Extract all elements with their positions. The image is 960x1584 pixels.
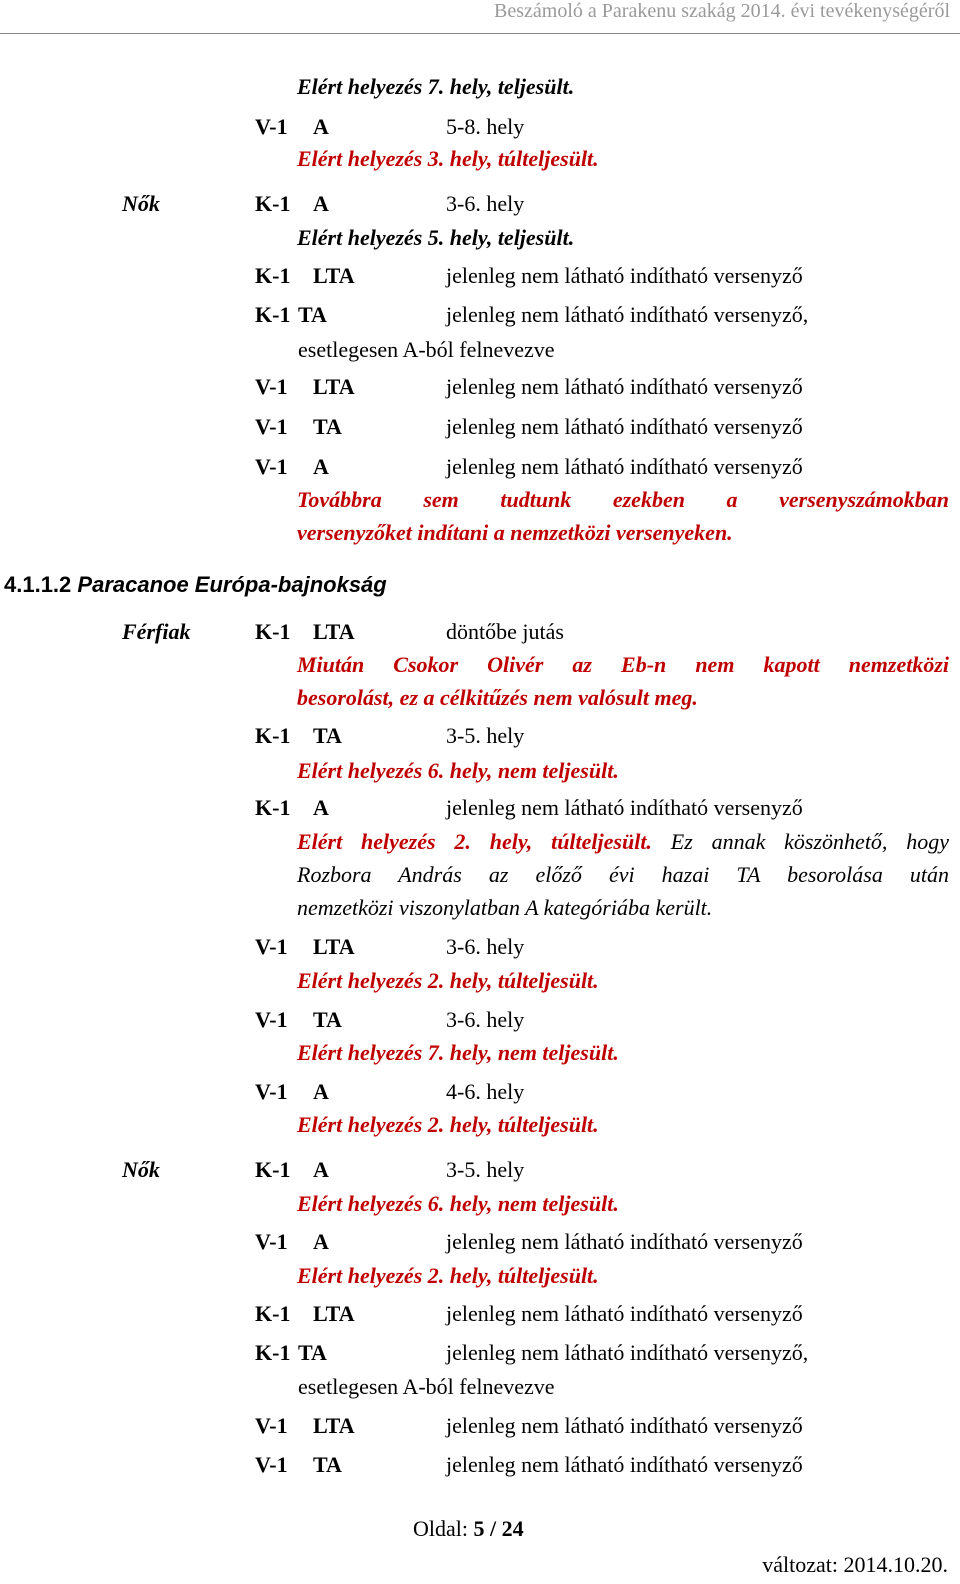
- event-code: K-1: [255, 263, 291, 288]
- event-code: K-1: [255, 1157, 291, 1182]
- event-class: TA: [313, 1452, 342, 1477]
- event-code: V-1: [255, 1452, 288, 1477]
- event-code: V-1: [255, 114, 288, 139]
- event-target: 3-5. hely: [446, 723, 525, 748]
- event-target-continued: esetlegesen A-ból felnevezve: [298, 337, 555, 362]
- version-label: változat: 2014.10.20.: [762, 1552, 948, 1577]
- event-code: V-1: [255, 414, 288, 439]
- event-target: 3-6. hely: [446, 1007, 525, 1032]
- gender-label-women: Nők: [122, 191, 160, 216]
- event-target: 3-6. hely: [446, 191, 525, 216]
- event-target: jelenleg nem látható indítható versenyző: [446, 1301, 803, 1326]
- event-code: K-1: [255, 795, 291, 820]
- event-target: jelenleg nem látható indítható versenyző: [446, 1452, 803, 1477]
- event-class: TA: [313, 414, 342, 439]
- result-line: Elért helyezés 2. hely, túlteljesült.: [297, 1112, 599, 1137]
- event-class: LTA: [313, 619, 355, 644]
- event-target: 3-6. hely: [446, 934, 525, 959]
- note-line: versenyzőket indítani a nemzetközi versenyeken.: [297, 520, 733, 545]
- event-code: V-1: [255, 934, 288, 959]
- event-target: 5-8. hely: [446, 114, 525, 139]
- result-line: Elért helyezés 3. hely, túlteljesült.: [297, 146, 599, 171]
- gender-label-men: Férfiak: [122, 619, 191, 644]
- event-code: V-1: [255, 1007, 288, 1032]
- running-header: Beszámoló a Parakenu szakág 2014. évi tevékenységéről: [494, 0, 950, 22]
- event-class: A: [313, 1079, 329, 1104]
- result-line: Elért helyezés 6. hely, nem teljesült.: [297, 758, 619, 783]
- event-class: LTA: [313, 1301, 355, 1326]
- event-class: TA: [313, 723, 342, 748]
- event-class: LTA: [313, 934, 355, 959]
- result-line: Elért helyezés 6. hely, nem teljesült.: [297, 1191, 619, 1216]
- event-class: LTA: [313, 374, 355, 399]
- event-code: K-1: [255, 191, 291, 216]
- section-heading: [4, 572, 387, 598]
- event-target-continued: esetlegesen A-ból felnevezve: [298, 1374, 555, 1399]
- header-divider: [0, 33, 960, 34]
- event-target: jelenleg nem látható indítható versenyző: [446, 263, 803, 288]
- note-line: besorolást, ez a célkitűzés nem valósult meg.: [297, 685, 698, 710]
- page-label: Oldal:: [413, 1516, 468, 1541]
- note-line: Továbbra sem tudtunk ezekben a versenyszámokban: [297, 487, 949, 512]
- event-class: A: [313, 1157, 329, 1182]
- event-class: A: [313, 114, 329, 139]
- note-line: nemzetközi viszonylatban A kategóriába került.: [297, 895, 713, 920]
- event-class: TA: [298, 1340, 327, 1365]
- event-code: K-1: [255, 1340, 291, 1365]
- event-target: jelenleg nem látható indítható versenyző: [446, 1229, 803, 1254]
- event-target: jelenleg nem látható indítható versenyző: [446, 414, 803, 439]
- event-code: K-1: [255, 1301, 291, 1326]
- event-code: V-1: [255, 374, 288, 399]
- event-target: 3-5. hely: [446, 1157, 525, 1182]
- gender-label-women: Nők: [122, 1157, 160, 1182]
- event-code: V-1: [255, 1413, 288, 1438]
- section-title: Paracanoe Európa-bajnokság: [77, 572, 387, 597]
- event-class: A: [313, 1229, 329, 1254]
- result-line: Elért helyezés 2. hely, túlteljesült.: [297, 968, 599, 993]
- note-line: Rozbora András az előző évi hazai TA besorolása után: [297, 862, 949, 887]
- note-text: Ez annak köszönhető, hogy: [670, 829, 950, 854]
- event-target: jelenleg nem látható indítható versenyző,: [446, 1340, 809, 1365]
- page-number: [413, 1516, 524, 1542]
- event-class: LTA: [313, 1413, 355, 1438]
- event-target: jelenleg nem látható indítható versenyző: [446, 374, 803, 399]
- event-class: A: [313, 795, 329, 820]
- result-highlight: Elért helyezés 2. hely, túlteljesült.: [297, 829, 652, 854]
- note-line: [297, 829, 949, 855]
- event-target: jelenleg nem látható indítható versenyző,: [446, 302, 809, 327]
- event-code: V-1: [255, 1229, 288, 1254]
- result-line: Elért helyezés 7. hely, teljesült.: [297, 74, 575, 99]
- event-code: K-1: [255, 302, 291, 327]
- event-code: V-1: [255, 454, 288, 479]
- event-target: jelenleg nem látható indítható versenyző: [446, 1413, 803, 1438]
- event-class: A: [313, 454, 329, 479]
- event-code: V-1: [255, 1079, 288, 1104]
- event-target: 4-6. hely: [446, 1079, 525, 1104]
- section-number: 4.1.1.2: [4, 572, 72, 597]
- page-total: 24: [501, 1516, 524, 1541]
- event-code: K-1: [255, 723, 291, 748]
- event-class: TA: [313, 1007, 342, 1032]
- result-line: Elért helyezés 7. hely, nem teljesült.: [297, 1040, 619, 1065]
- page-current: 5: [473, 1516, 485, 1541]
- event-class: LTA: [313, 263, 355, 288]
- result-line: Elért helyezés 5. hely, teljesült.: [297, 225, 575, 250]
- page-separator: /: [490, 1516, 497, 1541]
- event-code: K-1: [255, 619, 291, 644]
- event-class: TA: [298, 302, 327, 327]
- result-line: Elért helyezés 2. hely, túlteljesült.: [297, 1263, 599, 1288]
- event-target: jelenleg nem látható indítható versenyző: [446, 454, 803, 479]
- event-class: A: [313, 191, 329, 216]
- event-target: döntőbe jutás: [446, 619, 564, 644]
- note-line: Miután Csokor Olivér az Eb-n nem kapott nemzetközi: [297, 652, 949, 677]
- event-target: jelenleg nem látható indítható versenyző: [446, 795, 803, 820]
